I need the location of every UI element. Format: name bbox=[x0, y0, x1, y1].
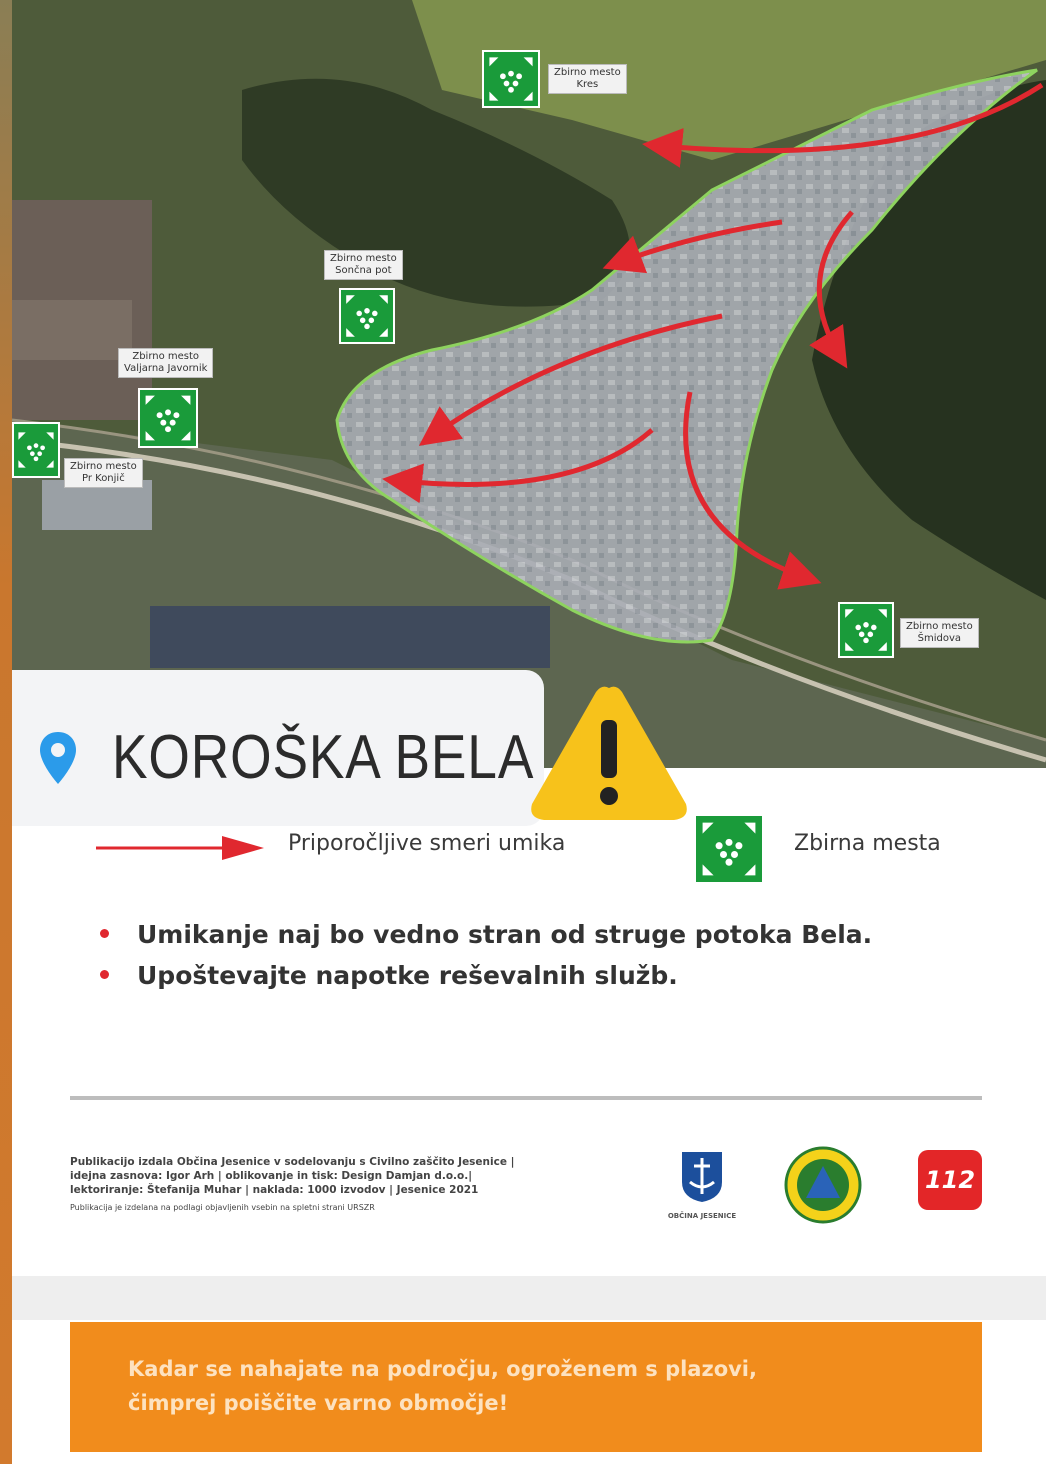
poster-sheet bbox=[12, 0, 1046, 1464]
credits-line: idejna zasnova: Igor Arh | oblikovanje in tisk: Design Damjan d.o.o.| bbox=[70, 1170, 473, 1182]
assembly-pictogram bbox=[341, 290, 393, 342]
credits-line: Publikacijo izdala Občina Jesenice v sodelovanju s Civilno zaščito Jesenice | bbox=[70, 1156, 515, 1168]
bullet-dot bbox=[100, 970, 109, 979]
warning-icon bbox=[526, 680, 692, 826]
banner-text bbox=[128, 1352, 948, 1420]
civil-protection-logo bbox=[784, 1146, 862, 1224]
left-frame-strip bbox=[0, 0, 12, 1464]
bullet-text: Upoštevajte napotke reševalnih služb. bbox=[137, 961, 678, 990]
factory-roof bbox=[150, 606, 550, 668]
publication-credits bbox=[70, 1155, 514, 1215]
assembly-pictogram bbox=[140, 390, 196, 446]
bullet-item bbox=[100, 961, 678, 990]
assembly-label-soncna-pot: Zbirno mesto Sončna pot bbox=[324, 250, 403, 280]
gray-band bbox=[12, 1276, 1046, 1320]
assembly-point-icon-pr-konjic bbox=[12, 422, 60, 478]
safety-banner bbox=[70, 1322, 982, 1452]
credits-line: lektoriranje: Štefanija Muhar | naklada: 1000 izvodov | Jesenice 2021 bbox=[70, 1184, 479, 1196]
location-pin-icon bbox=[38, 730, 78, 786]
legend-arrow-icon bbox=[92, 832, 272, 862]
banner-line: čimprej poiščite varno območje! bbox=[128, 1391, 509, 1415]
emergency-112-text: 112 bbox=[924, 1166, 976, 1194]
banner-line: Kadar se nahajate na področju, ogroženem s plazovi, bbox=[128, 1357, 757, 1381]
legend-assembly-icon bbox=[694, 814, 764, 884]
emergency-112-logo bbox=[918, 1150, 982, 1210]
assembly-label-kres: Zbirno mesto Kres bbox=[548, 64, 627, 94]
assembly-point-icon-soncna-pot bbox=[339, 288, 395, 344]
industrial-block bbox=[12, 300, 132, 360]
evacuation-map bbox=[12, 0, 1046, 768]
municipality-crest-icon bbox=[652, 1148, 752, 1204]
assembly-point-icon-smidova bbox=[838, 602, 894, 658]
legend-arrow-label: Priporočljive smeri umika bbox=[288, 831, 566, 856]
assembly-label-valjarna-javornik: Zbirno mesto Valjarna Javornik bbox=[118, 348, 213, 378]
assembly-pictogram bbox=[14, 424, 58, 476]
location-title: KOROŠKA BELA bbox=[112, 723, 535, 792]
credits-note: Publikacija je izdelana na podlagi objavljenih vsebin na spletni strani URSZR bbox=[70, 1203, 375, 1212]
assembly-label-smidova: Zbirno mesto Šmidova bbox=[900, 618, 979, 648]
assembly-pictogram bbox=[840, 604, 892, 656]
assembly-pictogram bbox=[696, 816, 762, 882]
assembly-label-pr-konjic: Zbirno mesto Pr Konjič bbox=[64, 458, 143, 488]
bullet-text: Umikanje naj bo vedno stran od struge potoka Bela. bbox=[137, 920, 873, 949]
assembly-pictogram bbox=[484, 52, 538, 106]
assembly-point-icon-valjarna-javornik bbox=[138, 388, 198, 448]
assembly-point-icon-kres bbox=[482, 50, 540, 108]
municipality-logo-text: OBČINA JESENICE bbox=[667, 1212, 737, 1220]
bullet-item bbox=[100, 920, 872, 949]
legend-assembly-label: Zbirna mesta bbox=[794, 831, 941, 856]
municipality-logo bbox=[652, 1148, 752, 1224]
divider bbox=[70, 1096, 982, 1100]
bullet-dot bbox=[100, 929, 109, 938]
